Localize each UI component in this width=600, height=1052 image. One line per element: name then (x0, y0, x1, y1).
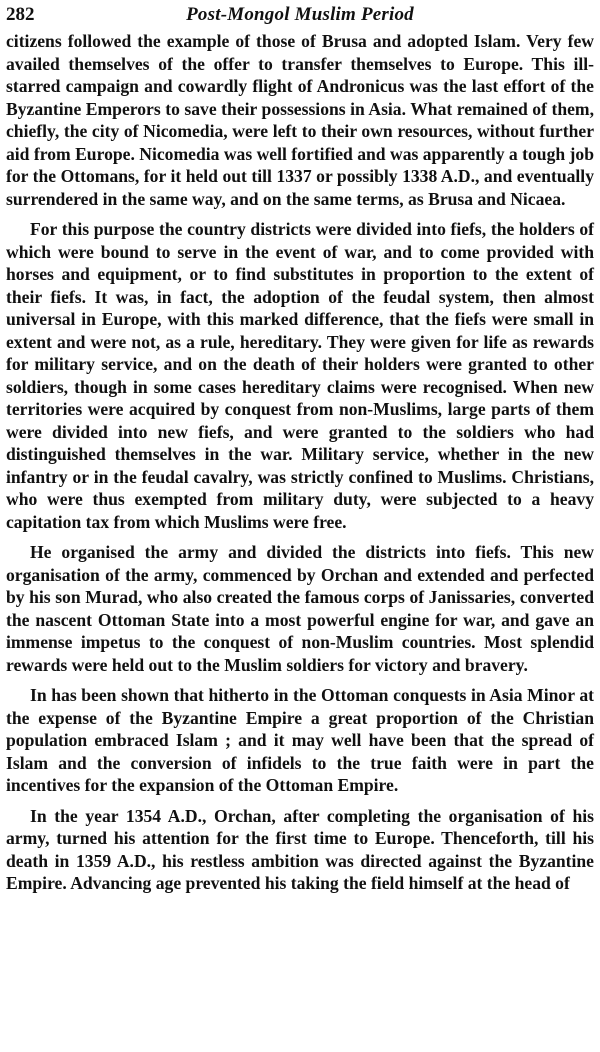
paragraph-2: For this purpose the country districts were divided into fiefs, the holders of which were bound to serve in the event of war, and to come provided with horses and equipment, or to find substitutes in proportion to the extent of their fiefs. It was, in fact, the adoption of the feudal system, then almost universal in Europe, with this marked difference, that the fiefs were small in extent and were not, as a rule, hereditary. They were given for life as rewards for military service, and on the death of their holders were granted to other soldiers, though in some cases hereditary claims were recognised. When new territories were acquired by conquest from non-Muslims, large parts of them were divided into new fiefs, and were granted to the soldiers who had distinguished themselves in the war. Military service, whether in the new infantry or in the feudal cavalry, was strictly confined to Muslims. Christians, who were thus exempted from military duty, were subjected to a heavy capitation tax from which Muslims were free. (6, 219, 594, 532)
paragraph-1: citizens followed the example of those of Brusa and adopted Islam. Very few availed themselves of the offer to transfer themselves to Europe. This ill-starred campaign and cowardly flight of Andronicus was the last effort of the Byzantine Emperors to save their possessions in Asia. What remained of them, chiefly, the city of Nicomedia, were left to their own resources, without further aid from Europe. Nicomedia was well fortified and was apparently a tough job for the Ottomans, for it held out till 1337 or possibly 1338 A.D., and eventually surrendered in the same way, and on the same terms, as Brusa and Nicaea. (6, 31, 594, 209)
book-page (6, 0, 594, 895)
running-title: Post-Mongol Muslim Period (186, 4, 414, 25)
paragraph-3: He organised the army and divided the districts into fiefs. This new organisation of the army, commenced by Orchan and extended and perfected by his son Murad, who also created the famous corps of Janissaries, converted the nascent Ottoman State into a most powerful engine for war, and gave an immense impetus to the conquest of non-Muslim countries. Most splendid rewards were held out to the Muslim soldiers for victory and bravery. (6, 542, 594, 675)
page-header (6, 0, 594, 30)
paragraph-4: In has been shown that hitherto in the Ottoman conquests in Asia Minor at the expense of the Byzantine Empire a great proportion of the Christian population embraced Islam ; and it may well have been that the spread of Islam and the conversion of infidels to the true faith were in part the incentives for the expansion of the Ottoman Empire. (6, 685, 594, 795)
page-number: 282 (6, 4, 35, 25)
body-text (6, 30, 594, 895)
paragraph-5: In the year 1354 A.D., Orchan, after completing the organisation of his army, turned his attention for the first time to Europe. Thenceforth, till his death in 1359 A.D., his restless ambition was directed against the Byzantine Empire. Advancing age prevented his taking the field himself at the head of (6, 805, 594, 893)
